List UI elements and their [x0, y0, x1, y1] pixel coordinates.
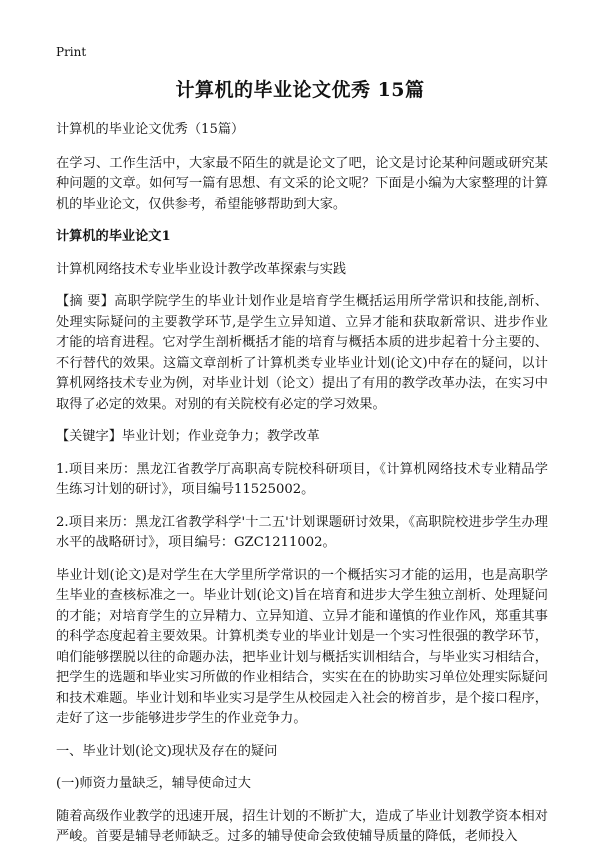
document-subtitle: 计算机的毕业论文优秀（15篇）	[56, 122, 245, 137]
subsection-one-heading: (一)师资力量缺乏，辅导使命过大	[56, 776, 251, 791]
section-heading: 计算机的毕业论文1	[56, 229, 171, 244]
document-body	[56, 120, 548, 860]
print-label: Print	[56, 45, 87, 59]
intro-paragraph: 在学习、工作生活中，大家最不陌生的就是论文了吧，论文是讨论某种问题或研究某种问题的文章。如何写一篇有思想、有文采的论文呢？下面是小编为大家整理的计算机的毕业论文，仅供参考，希望能够帮助到大家。	[56, 155, 548, 212]
project-source-2: 2.项目来历：黑龙江省教学科学'十二五'计划课题研讨效果，《高职院校进步学生办理水平的战略研讨》，项目编号：GZC1211002。	[56, 514, 548, 550]
body-paragraph-1: 毕业计划(论文)是对学生在大学里所学常识的一个概括实习才能的运用，也是高职学生毕业的查核标准之一。毕业计划(论文)旨在培育和进步大学生独立剖析、处理疑问的才能；对培育学生的立异精力、立异知道、立异才能和谨慎的作业作风，郑重其事的科学态度起着主要效果。计算机类专业的毕业计划是一个实习性很强的教学环节，咱们能够摆脱以往的命题办法，把毕业计划与概括实训相结合，与毕业实习相结合，把学生的选题和毕业实习所做的作业相结合，实实在在的协助实习单位处理实际疑问和技术难题。毕业计划和毕业实习是学生从校园走入社会的榜首步，是个接口程序，走好了这一步能够进步学生的作业竞争力。	[56, 567, 548, 726]
keywords-paragraph: 【关键字】毕业计划；作业竞争力；教学改革	[56, 429, 320, 444]
project-source-1: 1.项目来历：黑龙江省教学厅高职高专院校科研项目，《计算机网络技术专业精品学生练习计划的研讨》，项目编号11525002。	[56, 461, 548, 497]
abstract-paragraph: 【摘 要】高职学院学生的毕业计划作业是培育学生概括运用所学常识和技能,剖析、处理实际疑问的主要教学环节,是学生立异知道、立异才能和获取新常识、进步作业才能的培育进程。它对学生剖析概括才能的培育与概括本质的进步起着十分主要的、不行替代的效果。这篇文章剖析了计算机类专业毕业计划(论文)中存在的疑问，以计算机网络技术专业为例，对毕业计划（论文）提出了有用的教学改革办法，在实习中取得了必定的效果。对别的有关院校有必定的学习效果。	[56, 294, 548, 412]
article-title: 计算机网络技术专业毕业设计教学改革探索与实践	[56, 261, 347, 277]
section-one-heading: 一、毕业计划(论文)现状及存在的疑问	[56, 743, 278, 759]
body-paragraph-2: 随着高级作业教学的迅速开展，招生计划的不断扩大，造成了毕业计划教学资本相对严峻。首要是辅导老师缺乏。过多的辅导使命会致使辅导质量的降低，老师投入	[56, 808, 548, 844]
document-title: 计算机的毕业论文优秀 15篇	[175, 79, 425, 101]
